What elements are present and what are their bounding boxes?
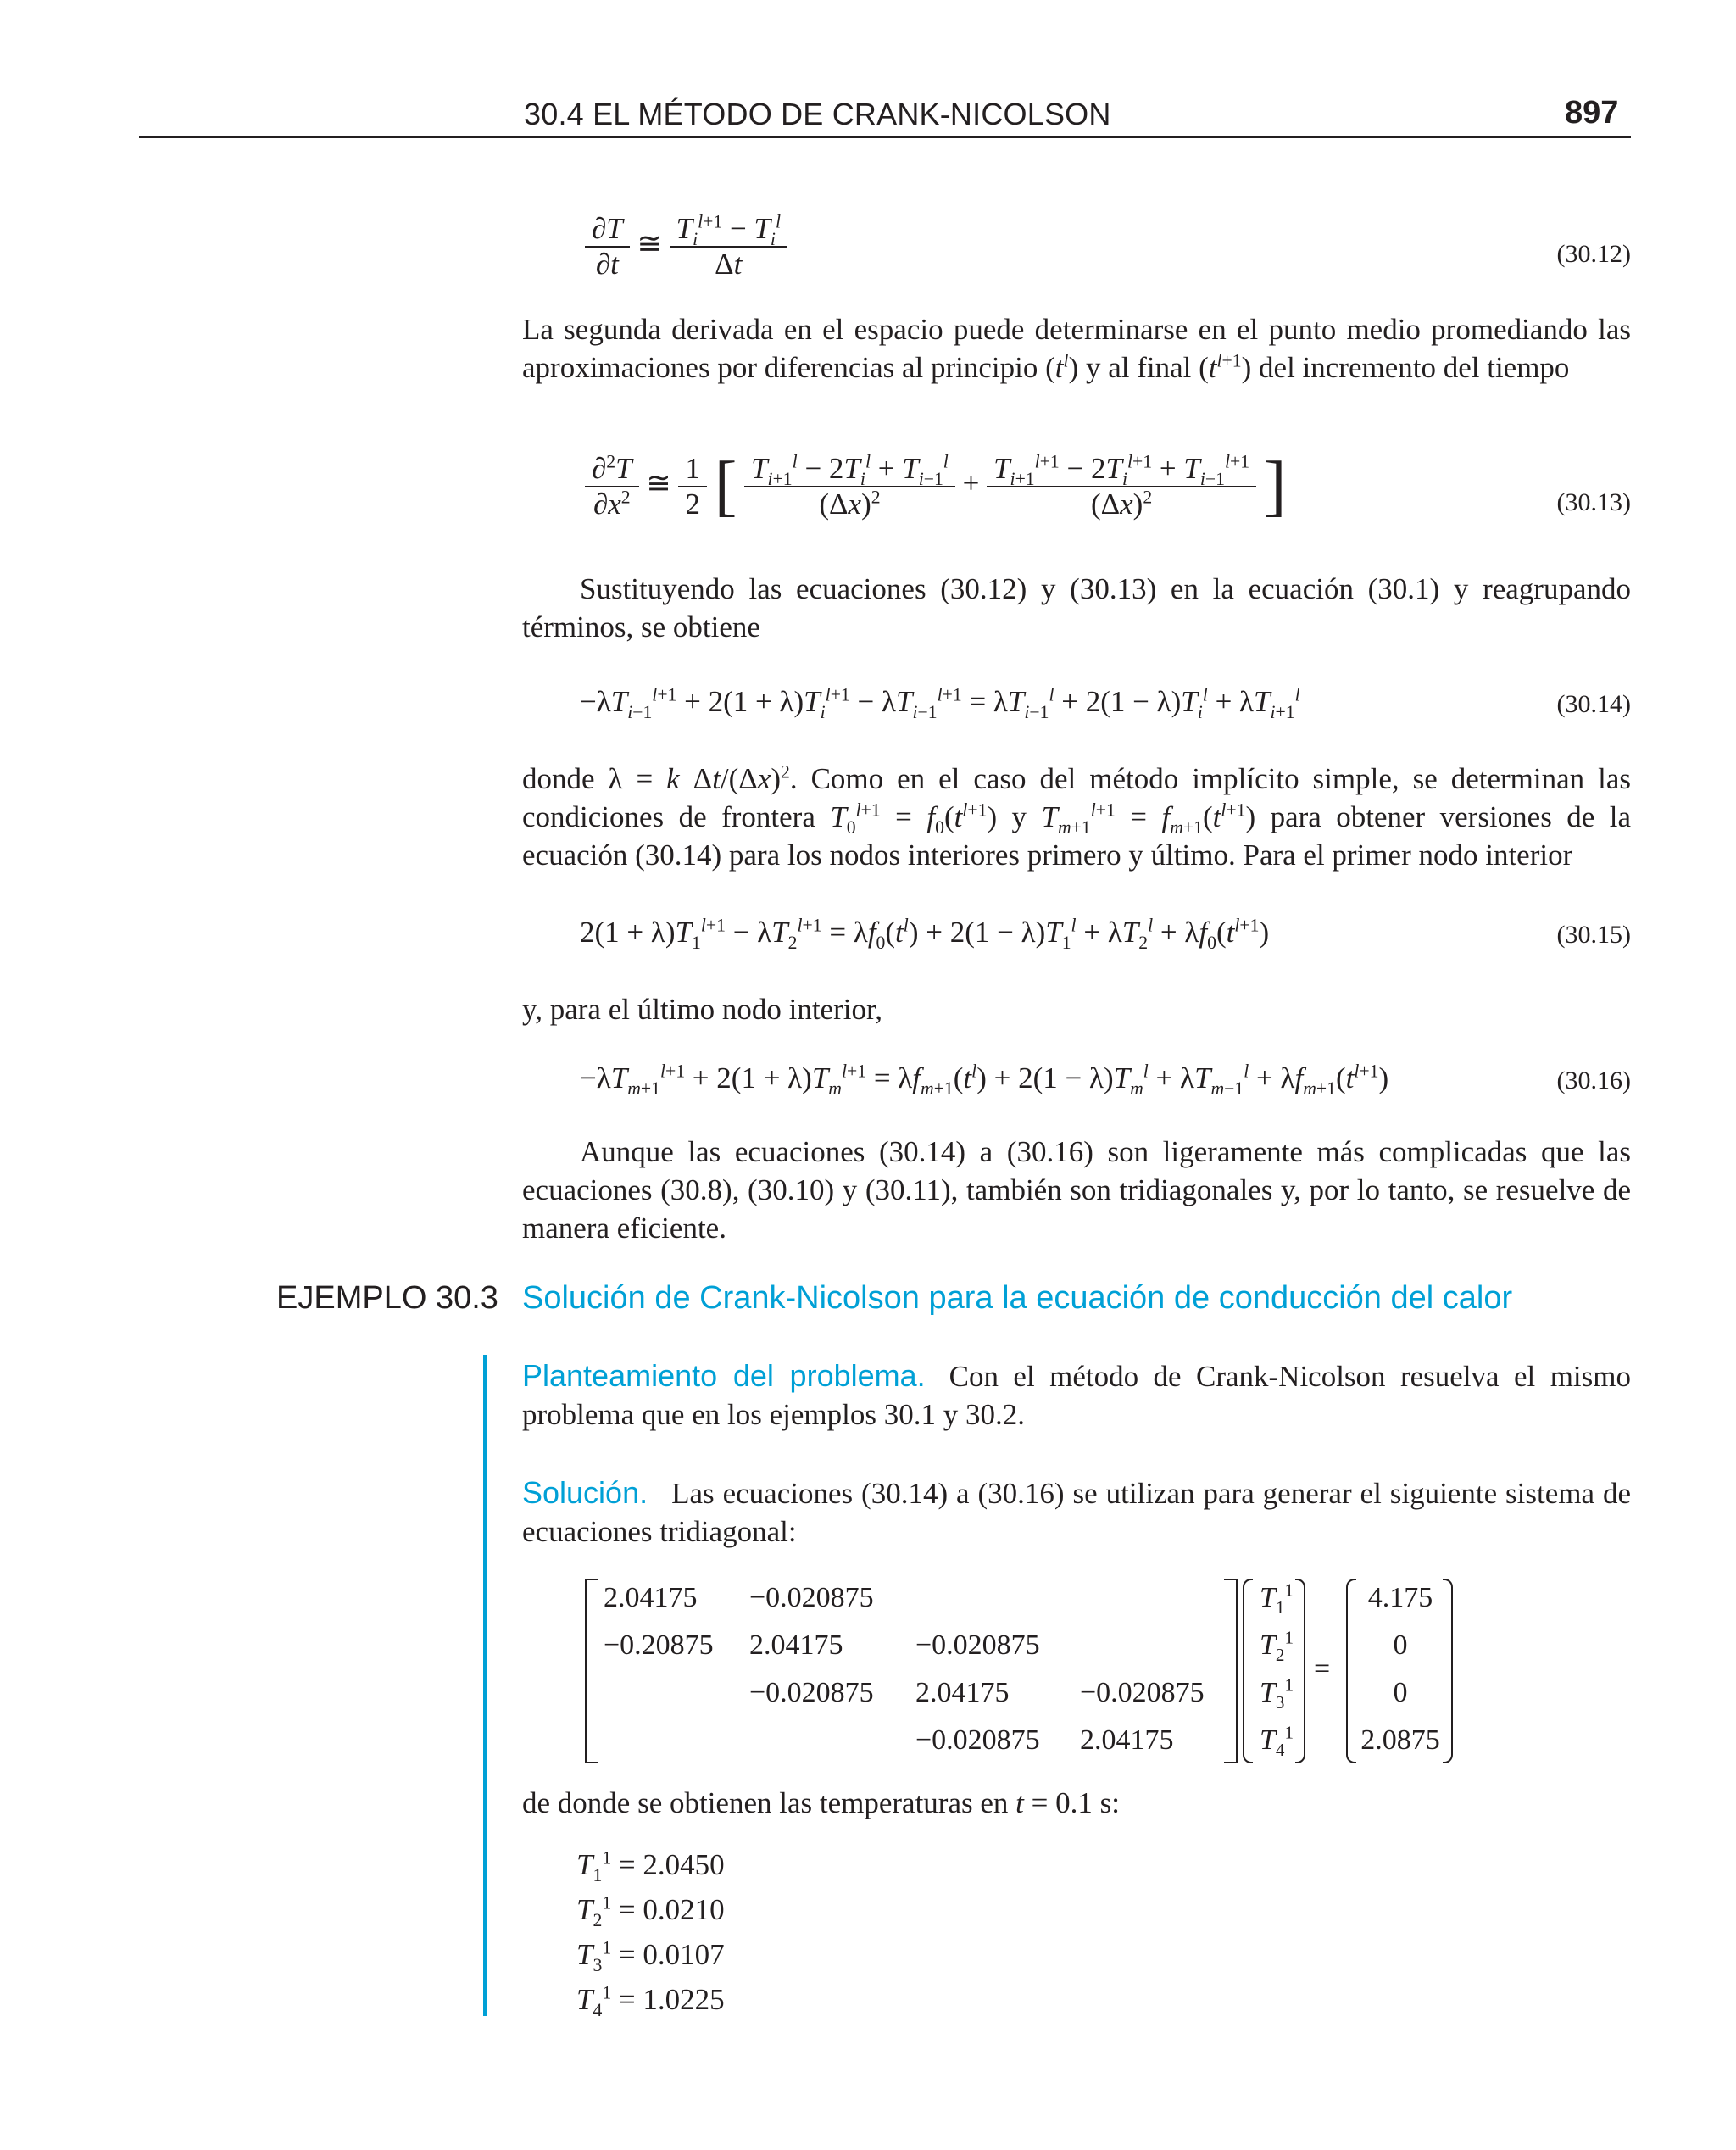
temperature-result: $T_2^1 = 0.0210$ bbox=[576, 1892, 725, 1930]
problem-statement-heading: Planteamiento del problema. bbox=[522, 1358, 926, 1393]
paragraph: y, para el último nodo interior, bbox=[522, 993, 882, 1026]
matrix-cell: 2.04175 bbox=[1080, 1724, 1174, 1756]
matrix-right-bracket bbox=[1224, 1579, 1238, 1763]
matrix-cell: −0.020875 bbox=[749, 1677, 874, 1708]
matrix-cell: −0.020875 bbox=[915, 1629, 1040, 1661]
matrix-cell: −0.020875 bbox=[1080, 1677, 1205, 1708]
solution-paragraph: Solución. Las ecuaciones (30.14) a (30.16) se utilizan para generar el siguiente sistema de ecuaciones tridiagonal: bbox=[522, 1475, 1631, 1548]
solution-heading: Solución. bbox=[522, 1475, 648, 1510]
paragraph: Sustituyendo las ecuaciones (30.12) y (30.13) en la ecuación (30.1) y reagrupando términos, se obtiene bbox=[522, 572, 1631, 643]
rhs-vector-entry: 2.0875 bbox=[1360, 1724, 1440, 1756]
equation-30-15: $2(1 + \lambda)T_1^{l+1} - \lambda T_2^{l+1} = \lambda f_0(t^l) + 2(1 - \lambda)T_1^l + \lambda T_2^l + \lambda f_0(t^{l+1})$ bbox=[580, 915, 1270, 953]
matrix-cell: −0.020875 bbox=[915, 1724, 1040, 1756]
rhs-vector-entry: 0 bbox=[1393, 1629, 1408, 1661]
rhs-left-brace bbox=[1346, 1579, 1356, 1763]
paragraph: Aunque las ecuaciones (30.14) a (30.16) son ligeramente más complicadas que las ecuaciones (30.8), (30.10) y (30.11), también son tridiagonales y, por lo tanto, se resuelve de manera eficiente. bbox=[522, 1135, 1631, 1245]
rhs-right-brace bbox=[1443, 1579, 1453, 1763]
header-rule bbox=[139, 136, 1631, 138]
vector-right-brace bbox=[1295, 1579, 1305, 1763]
matrix-cell: −0.020875 bbox=[749, 1582, 874, 1613]
equation-number: (30.15) bbox=[1556, 921, 1631, 949]
example-margin-bar bbox=[483, 1355, 487, 2016]
temperature-result: $T_3^1 = 0.0107$ bbox=[576, 1937, 725, 1975]
matrix-cell: 2.04175 bbox=[604, 1582, 698, 1613]
rhs-vector-entry: 4.175 bbox=[1367, 1582, 1433, 1613]
vector-left-brace bbox=[1243, 1579, 1253, 1763]
unknown-vector-entry: $T_3^1$ bbox=[1260, 1674, 1294, 1713]
equation-30-14: $-\lambda T_{i-1}^{l+1} + 2(1 + \lambda)T_i^{l+1} - \lambda T_{i-1}^{l+1} = \lambda T_{i-1}^l + 2(1 - \lambda)T_i^l + \lambda T_{i+1}^l$ bbox=[580, 684, 1300, 722]
equation-30-13: $\frac{\partial^2T}{\partial x^2}$ ≅ $\frac{1}{2}$ [ $\frac{T_{i+1}^l - 2T_i^l + T_{i-1}^l}{(\Delta x)^2}$ + $\frac{T_{i+1}^{l+1} - 2T_i^{l+1} + T_{i-1}^{l+1}}{(\Delta x)^2}$ ] bbox=[585, 448, 1286, 525]
unknown-vector-entry: $T_2^1$ bbox=[1260, 1627, 1294, 1665]
problem-statement: Planteamiento del problema. Con el método de Crank-Nicolson resuelva el mismo problema que en los ejemplos 30.1 y 30.2. bbox=[522, 1358, 1631, 1431]
running-head: 30.4 EL MÉTODO DE CRANK-NICOLSON bbox=[524, 97, 1111, 131]
matrix-cell: −0.20875 bbox=[604, 1629, 714, 1661]
paragraph: donde λ = k $\Delta t/(\Delta x)^2$. Como en el caso del método implícito simple, se determinan las condiciones de frontera $T_0^{l+1} = f_0(t^{l+1})$ y $T_{m+1}^{l+1} = f_{m+1}(t^{l+1})$ para obtener versiones de la ecuación (30.14) para los nodos interiores primero y último. Para el primer nodo interior bbox=[522, 761, 1632, 872]
matrix-cell: 2.04175 bbox=[915, 1677, 1010, 1708]
equation-number: (30.16) bbox=[1556, 1067, 1631, 1094]
example-title: Solución de Crank-Nicolson para la ecuación de conducción del calor bbox=[522, 1280, 1513, 1316]
unknown-vector-entry: $T_4^1$ bbox=[1260, 1722, 1294, 1760]
page-number: 897 bbox=[1565, 95, 1619, 131]
equals-sign: = bbox=[1314, 1653, 1331, 1685]
unknown-vector-entry: $T_1^1$ bbox=[1260, 1579, 1294, 1618]
paragraph: La segunda derivada en el espacio puede determinarse en el punto medio promediando las aproximaciones por diferencias al principio $(t^l)$ y al final $(t^{l+1})$ del incremento del tiempo bbox=[522, 313, 1631, 384]
equation-number: (30.12) bbox=[1556, 240, 1631, 268]
equation-number: (30.14) bbox=[1556, 690, 1631, 718]
matrix-cell: 2.04175 bbox=[749, 1629, 843, 1661]
equation-number: (30.13) bbox=[1556, 488, 1631, 516]
example-label: EJEMPLO 30.3 bbox=[276, 1280, 498, 1316]
temperature-result: $T_1^1 = 2.0450$ bbox=[576, 1847, 725, 1885]
paragraph: de donde se obtienen las temperaturas en t = 0.1 s: bbox=[522, 1786, 1120, 1819]
equation-30-12: $\frac{\partial T}{\partial t}$ ≅ $\frac{T_i^{l+1} - T_i^l}{\Delta t}$ bbox=[585, 212, 787, 281]
equation-30-16: $-\lambda T_{m+1}^{l+1} + 2(1 + \lambda)T_m^{l+1} = \lambda f_{m+1}(t^l) + 2(1 - \lambda)T_m^l + \lambda T_{m-1}^l + \lambda f_{m+1}(t^{l+1})$ bbox=[580, 1061, 1389, 1099]
rhs-vector-entry: 0 bbox=[1393, 1677, 1408, 1708]
matrix-left-bracket bbox=[585, 1579, 598, 1763]
temperature-result: $T_4^1 = 1.0225$ bbox=[576, 1982, 725, 2020]
